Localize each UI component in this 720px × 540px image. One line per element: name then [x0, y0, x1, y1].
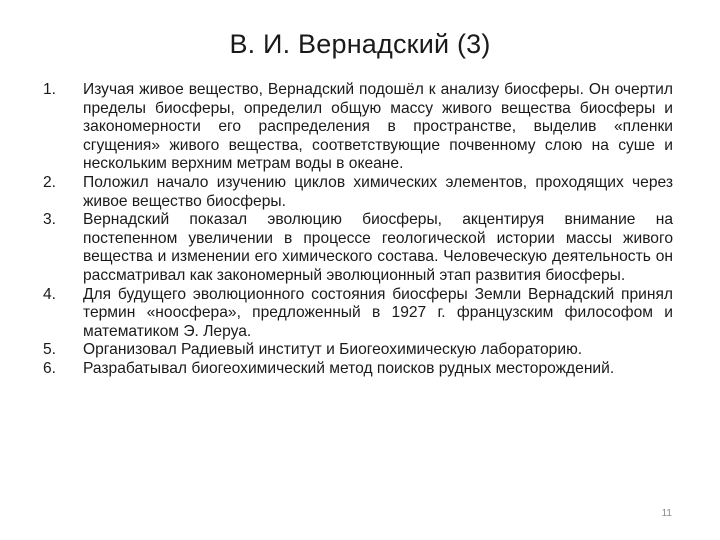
list-item — [43, 286, 673, 342]
slide-title: В. И. Вернадский (3) — [229, 29, 491, 59]
list-item — [43, 81, 673, 174]
list-item — [43, 341, 673, 360]
list-item — [43, 360, 673, 379]
list-item-text: Для будущего эволюционного состояния биосферы Земли Вернадский принял термин «ноосфера», предложенный в 1927 г. французским философом и математиком Э. Леруа. — [83, 285, 673, 340]
list-item-text: Вернадский показал эволюцию биосферы, акцентируя внимание на постепенном увеличении в процессе геологической истории массы живого вещества и изменении его химического состава. Человеческую деятельность он рассматривал как закономерный эволюционный этап развития биосферы. — [83, 211, 673, 284]
list-item-number: 5. — [43, 341, 57, 359]
list-item-number: 6. — [43, 359, 57, 377]
numbered-list — [43, 81, 673, 379]
list-item-text: Положил начало изучению циклов химических элементов, проходящих через живое вещество биосферы. — [83, 173, 673, 210]
list-item-number: 1. — [43, 81, 57, 98]
list-item-number: 2. — [43, 173, 57, 191]
list-item — [43, 174, 673, 211]
list-item — [43, 211, 673, 285]
list-item-text: Разрабатывал биогеохимический метод поисков рудных месторождений. — [83, 359, 615, 377]
page-number: 11 — [661, 508, 672, 519]
list-item-text: Организовал Радиевый институт и Биогеохимическую лабораторию. — [83, 341, 583, 359]
list-item-number: 3. — [43, 211, 57, 229]
list-item-number: 4. — [43, 285, 57, 303]
list-item-text: Изучая живое вещество, Вернадский подошёл к анализу биосферы. Он очертил пределы биосферы, определил общую массу живого вещества биосферы и закономерности его распределения в пространстве, выделив «пленки сгущения» живого вещества, соответствующие почвенному слою на суше и нескольким верхним метрам воды в океане. — [83, 81, 673, 173]
